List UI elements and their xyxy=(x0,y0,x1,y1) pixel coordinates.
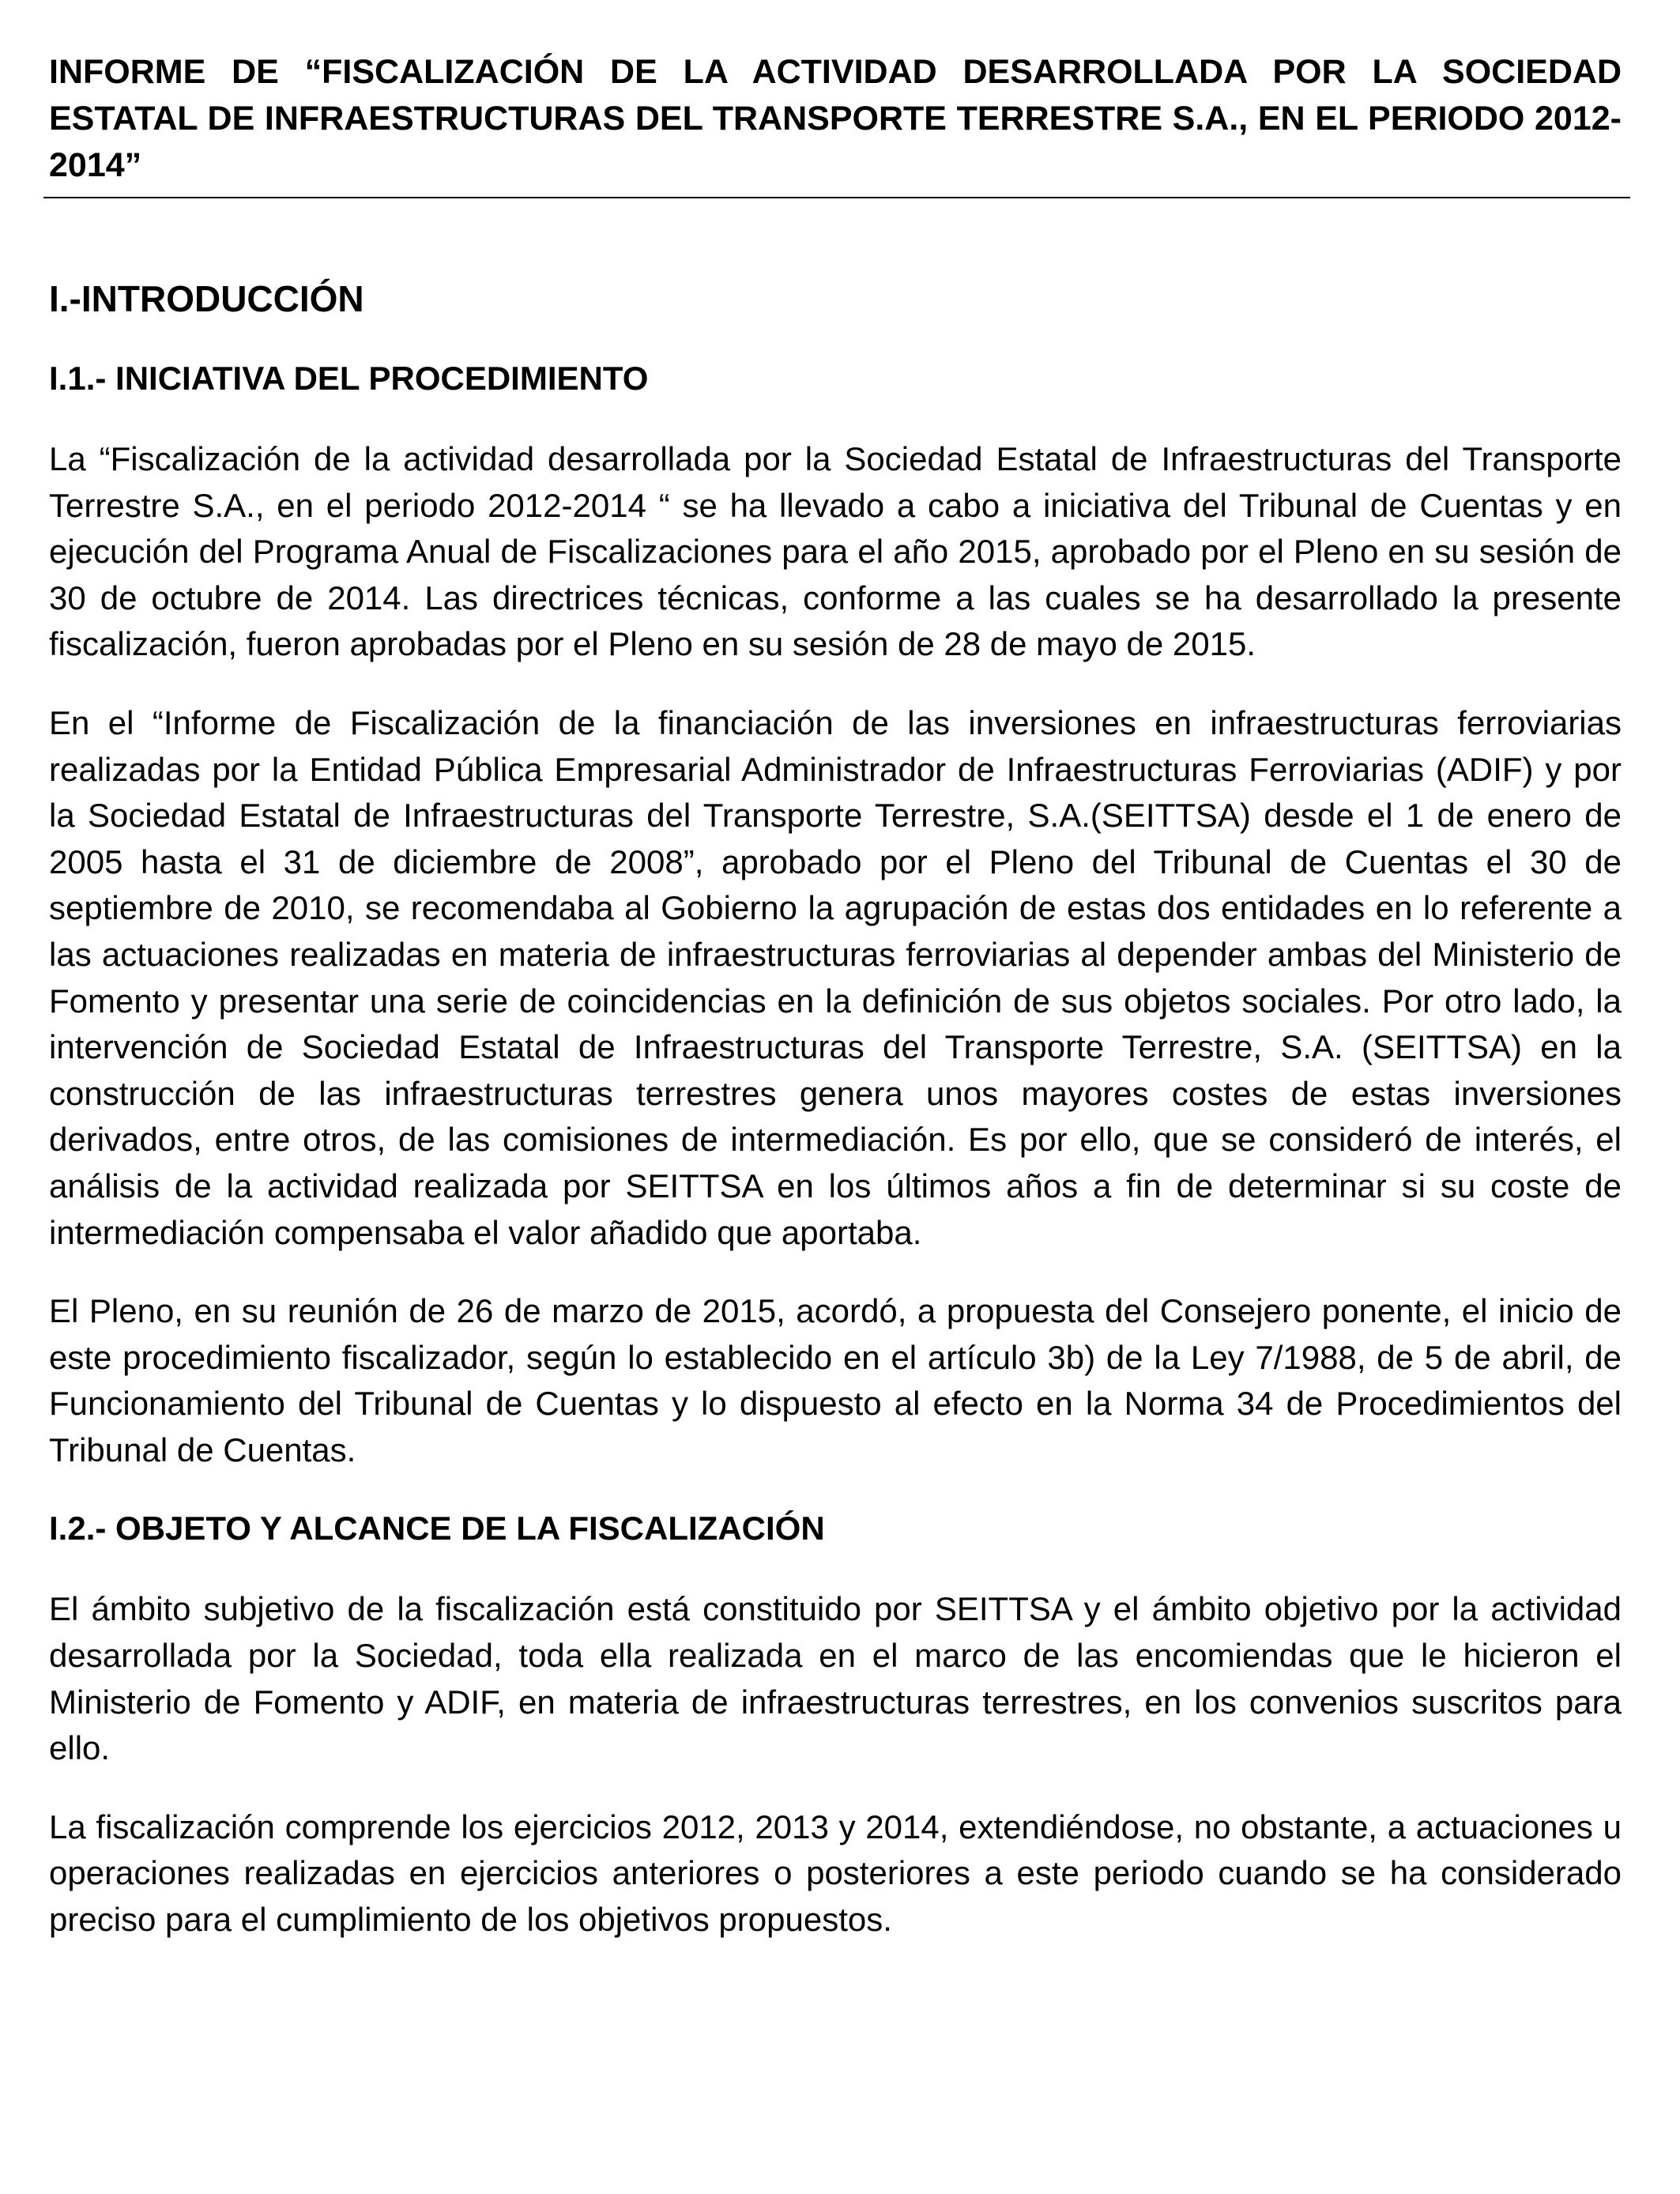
subsection-heading-iniciativa: I.1.- INICIATIVA DEL PROCEDIMIENTO xyxy=(49,360,649,397)
paragraph: La fiscalización comprende los ejercicios 2012, 2013 y 2014, extendiéndose, no obstante, a actuaciones u operaciones realizadas en ejercicios anteriores o posteriores a este periodo cuando se ha considerado preciso para el cumplimiento de los objetivos propuestos. xyxy=(49,1808,1622,1939)
paragraph: El ámbito subjetivo de la fiscalización está constituido por SEITTSA y el ámbito objetivo por la actividad desarrollada por la Sociedad, toda ella realizada en el marco de las encomiendas que le hicieron el Ministerio de Fomento y ADIF, en materia de infraestructuras terrestres, en los convenios suscritos para ello. xyxy=(49,1590,1622,1767)
paragraph: En el “Informe de Fiscalización de la financiación de las inversiones en infraestructuras ferroviarias realizadas por la Entidad Pública Empresarial Administrador de Infraestructuras Ferroviarias (ADIF) y por la Sociedad Estatal de Infraestructuras del Transporte Terrestre, S.A.(SEITTSA) desde el 1 de enero de 2005 hasta el 31 de diciembre de 2008”, aprobado por el Pleno del Tribunal de Cuentas el 30 de septiembre de 2010, se recomendaba al Gobierno la agrupación de estas dos entidades en lo referente a las actuaciones realizadas en materia de infraestructuras ferroviarias al depender ambas del Ministerio de Fomento y presentar una serie de coincidencias en la definición de sus objetos sociales. Por otro lado, la intervención de Sociedad Estatal de Infraestructuras del Transporte Terrestre, S.A. (SEITTSA) en la construcción de las infraestructuras terrestres genera unos mayores costes de estas inversiones derivados, entre otros, de las comisiones de intermediación. Es por ello, que se consideró de interés, el análisis de la actividad realizada por SEITTSA en los últimos años a fin de determinar si su coste de intermediación compensaba el valor añadido que aportaba. xyxy=(49,703,1622,1251)
paragraph: El Pleno, en su reunión de 26 de marzo de 2015, acordó, a propuesta del Consejero ponente, el inicio de este procedimiento fiscalizador, según lo establecido en el artículo 3b) de la Ley 7/1988, de 5 de abril, de Funcionamiento del Tribunal de Cuentas y lo dispuesto al efecto en la Norma 34 de Procedimientos del Tribunal de Cuentas. xyxy=(49,1292,1622,1468)
report-title: INFORME DE “FISCALIZACIÓN DE LA ACTIVIDAD DESARROLLADA POR LA SOCIEDAD ESTATAL DE INFRAESTRUCTURAS DEL TRANSPORTE TERRESTRE S.A., EN EL PERIODO 2012-2014” xyxy=(49,53,1622,184)
header-divider xyxy=(43,197,1630,198)
document-body xyxy=(49,275,1622,1976)
paragraph: La “Fiscalización de la actividad desarrollada por la Sociedad Estatal de Infraestructuras del Transporte Terrestre S.A., en el periodo 2012-2014 “ se ha llevado a cabo a iniciativa del Tribunal de Cuentas y en ejecución del Programa Anual de Fiscalizaciones para el año 2015, aprobado por el Pleno en su sesión de 30 de octubre de 2014. Las directrices técnicas, conforme a las cuales se ha desarrollado la presente fiscalización, fueron aprobadas por el Pleno en su sesión de 28 de mayo de 2015. xyxy=(49,440,1622,663)
subsection-heading-objeto-alcance: I.2.- OBJETO Y ALCANCE DE LA FISCALIZACIÓN xyxy=(49,1510,825,1547)
section-heading-introduccion: I.-INTRODUCCIÓN xyxy=(49,278,364,319)
